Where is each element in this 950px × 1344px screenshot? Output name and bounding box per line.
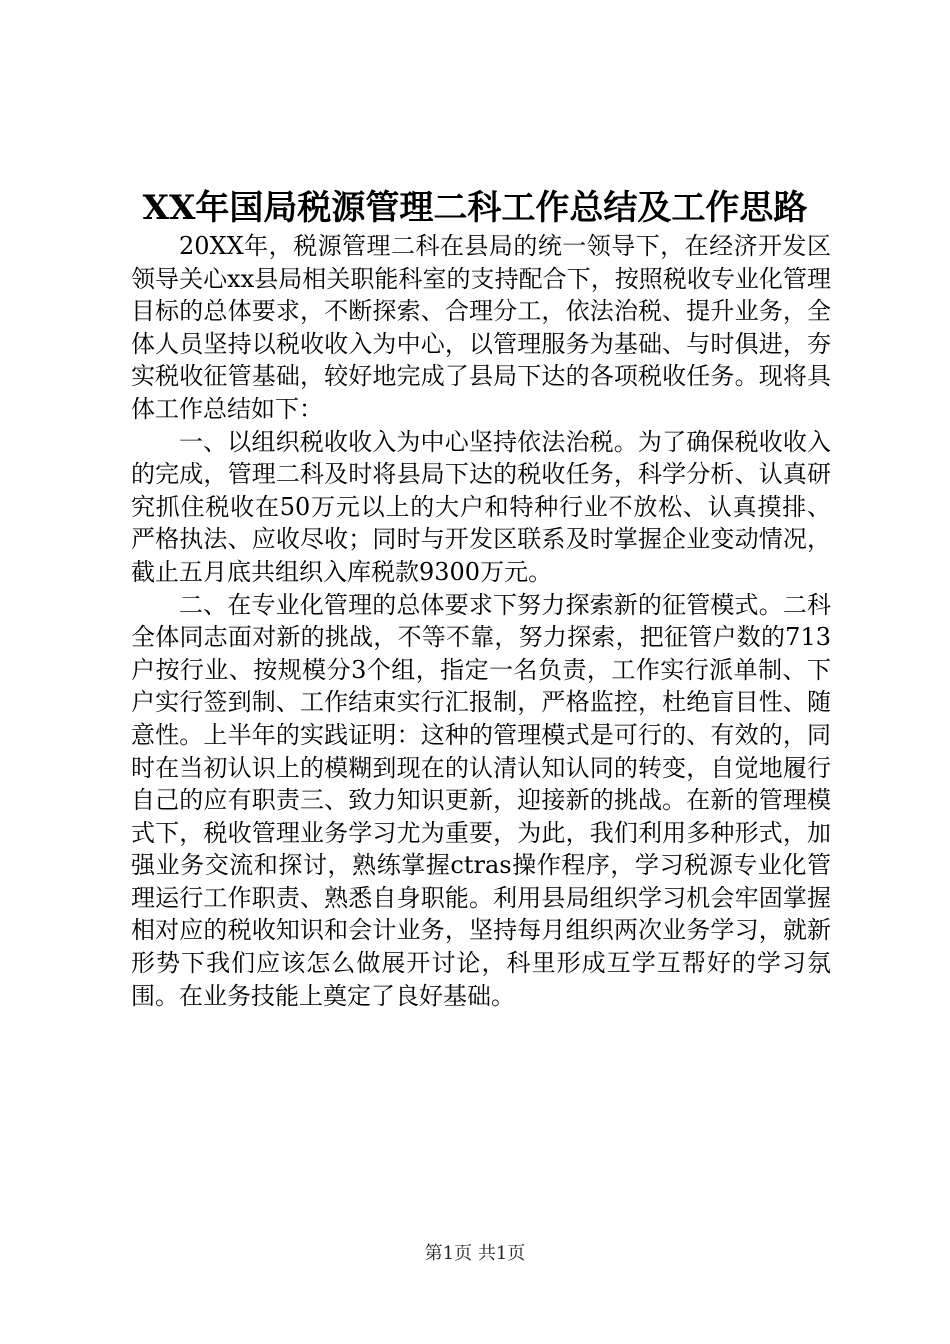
document-title: XX年国局税源管理二科工作总结及工作思路 bbox=[142, 188, 808, 228]
document-body bbox=[131, 230, 831, 1012]
page-number-footer: 第1页 共1页 bbox=[424, 1243, 526, 1264]
paragraph-intro: 20XX年，税源管理二科在县局的统一领导下，在经济开发区领导关心xx县局相关职能科室的支持配合下，按照税收专业化管理目标的总体要求，不断探索、合理分工，依法治税、提升业务，全体人员坚持以税收收入为中心，以管理服务为基础、与时俱进，夯实税收征管基础，较好地完成了县局下达的各项税收任务。现将具体工作总结如下： bbox=[131, 232, 831, 423]
paragraph-section-one: 一、以组织税收收入为中心坚持依法治税。为了确保税收收入的完成，管理二科及时将县局下达的税收任务，科学分析、认真研究抓住税收在50万元以上的大户和特种行业不放松、认真摸排、严格执法、应收尽收；同时与开发区联系及时掌握企业变动情况，截止五月底共组织入库税款9300万元。 bbox=[131, 427, 831, 586]
paragraph-section-two: 二、在专业化管理的总体要求下努力探索新的征管模式。二科全体同志面对新的挑战，不等不靠，努力探索，把征管户数的713户按行业、按规模分3个组，指定一名负责，工作实行派单制、下户实行签到制、工作结束实行汇报制，严格监控，杜绝盲目性、随意性。上半年的实践证明：这种的管理模式是可行的、有效的，同时在当初认识上的模糊到现在的认清认知认同的转变，自觉地履行自己的应有职责三、致力知识更新，迎接新的挑战。在新的管理模式下，税收管理业务学习尤为重要，为此，我们利用多种形式，加强业务交流和探讨，熟练掌握ctras操作程序，学习税源专业化管理运行工作职责、熟悉自身职能。利用县局组织学习机会牢固掌握相对应的税收知识和会计业务，坚持每月组织两次业务学习，就新形势下我们应该怎么做展开讨论，科里形成互学互帮好的学习氛围。在业务技能上奠定了良好基础。 bbox=[131, 590, 831, 1010]
